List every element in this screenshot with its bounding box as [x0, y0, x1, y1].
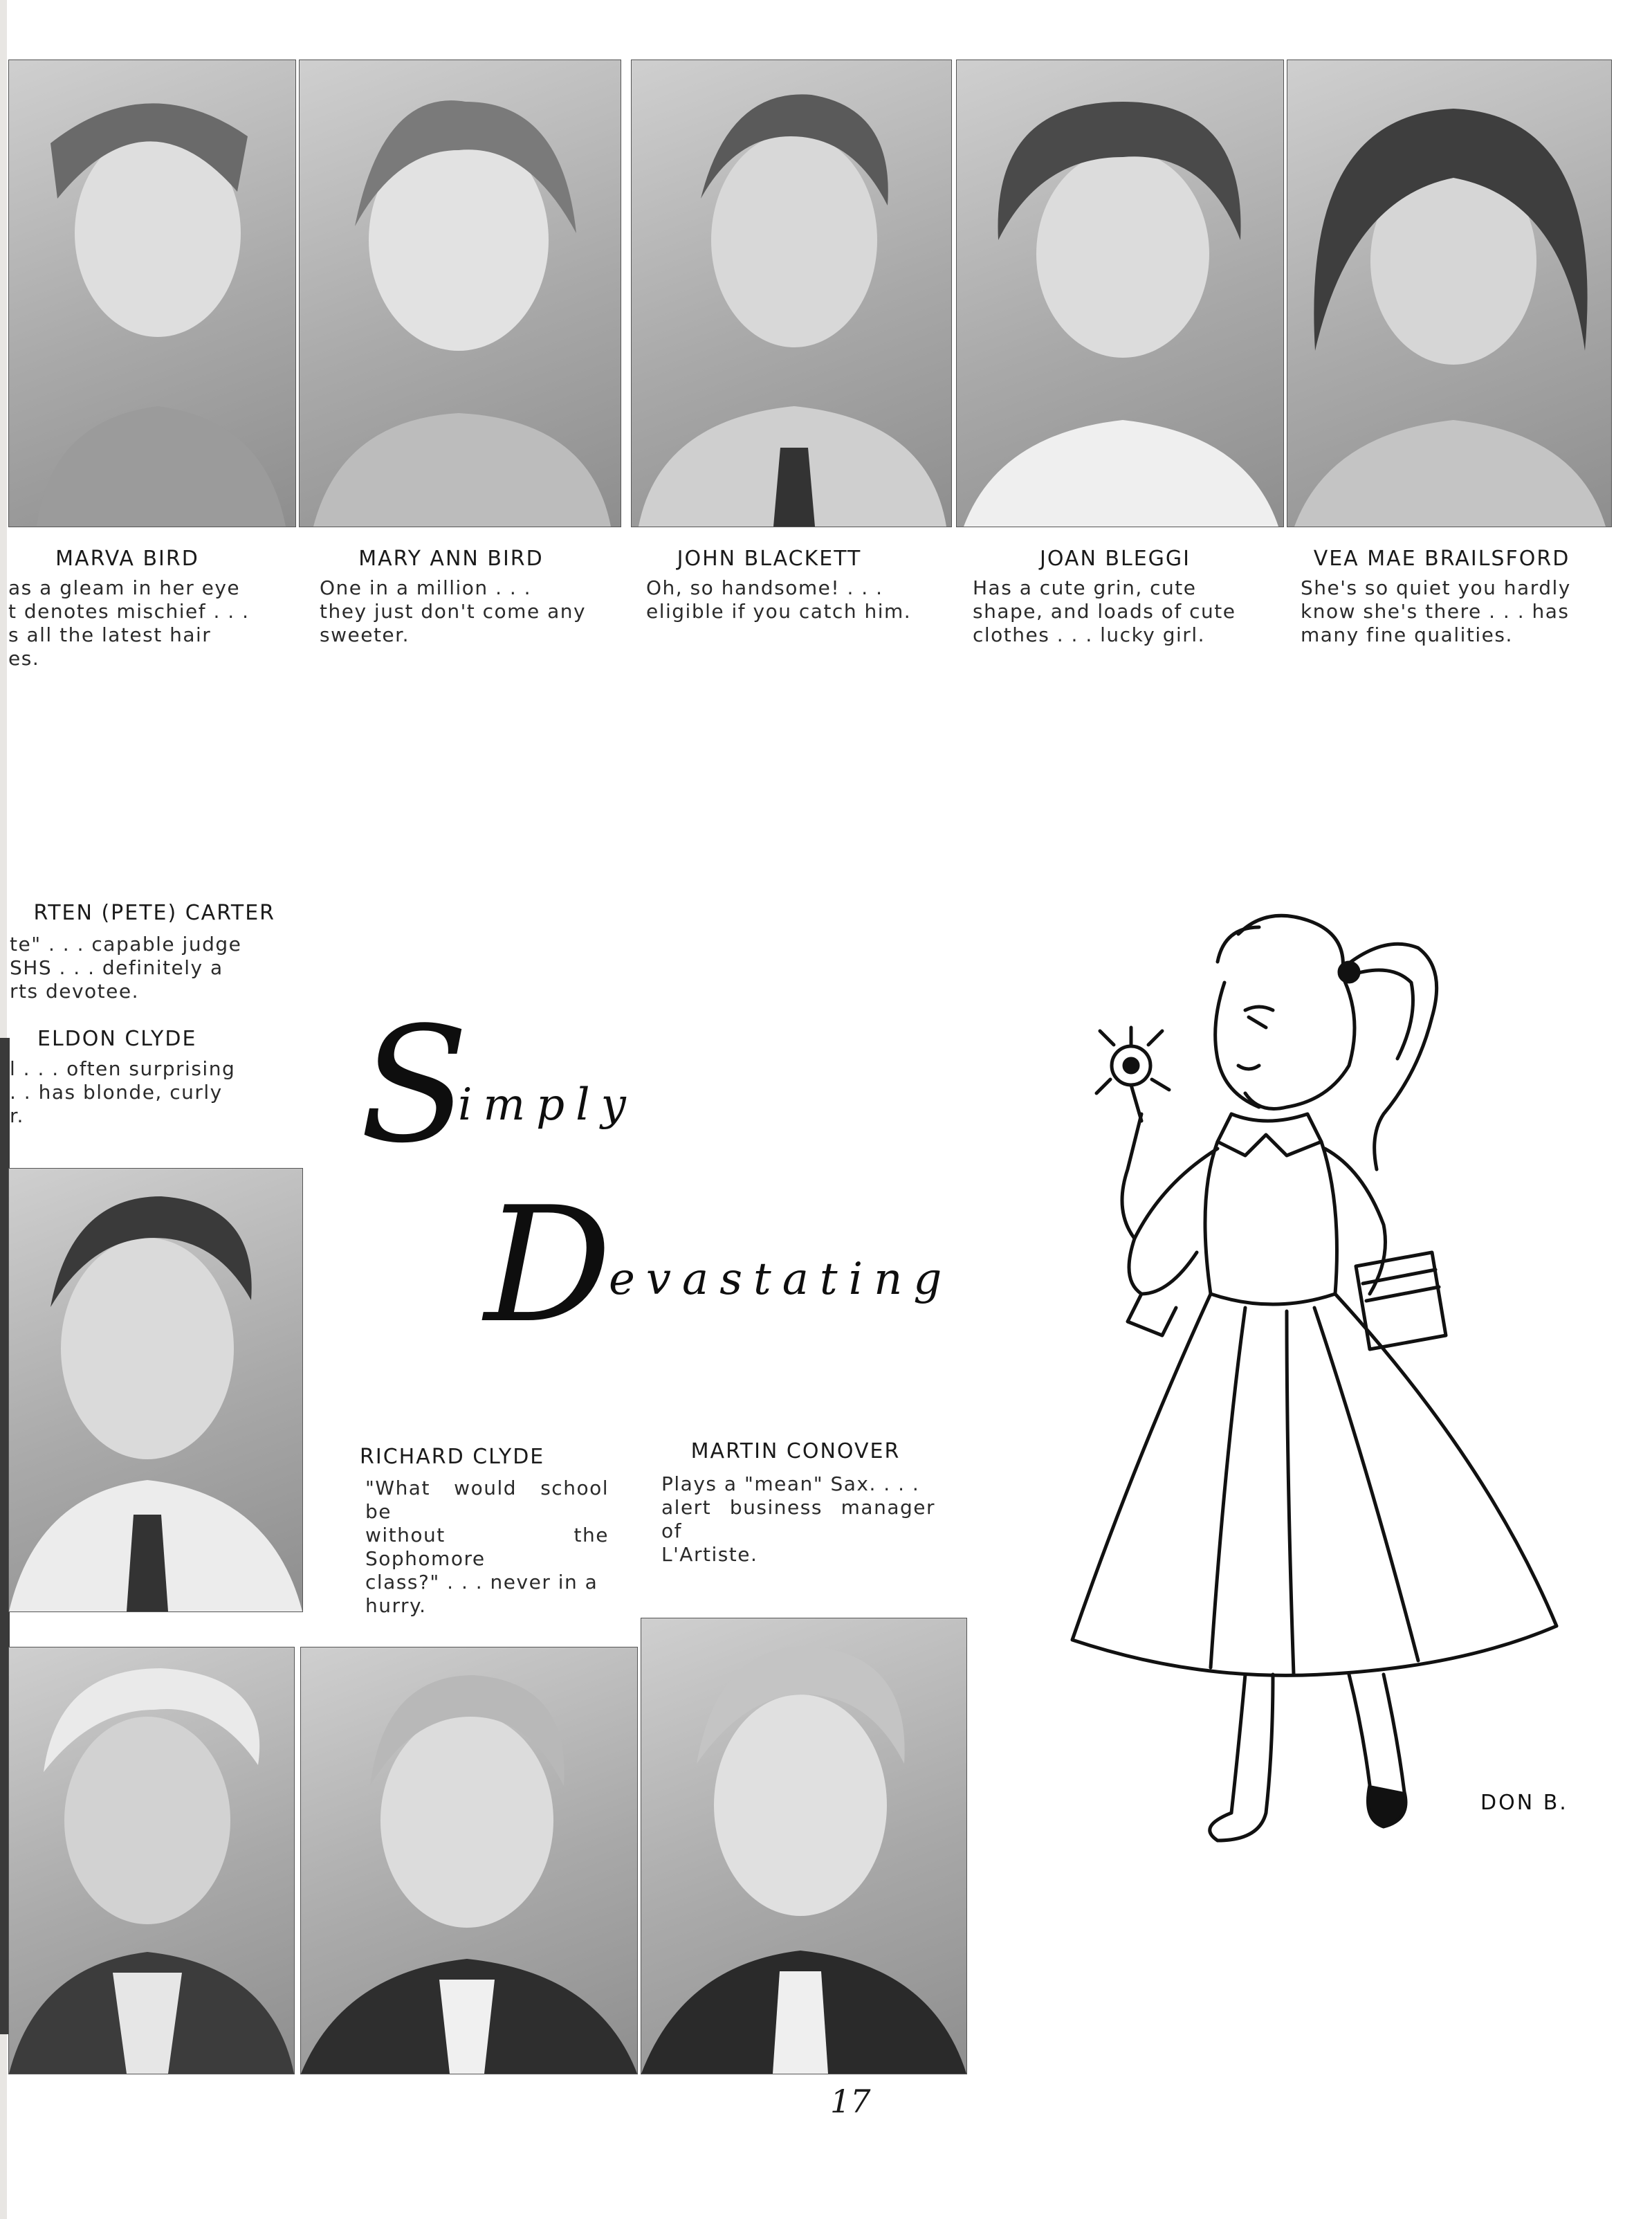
student-name: JOAN BLEGGI	[1039, 547, 1191, 571]
student-name: RICHARD CLYDE	[360, 1445, 545, 1469]
student-caption: Oh, so handsome! . . . eligible if you catch him.	[646, 576, 912, 623]
portrait-mary-ann-bird	[299, 60, 621, 527]
portrait-vea-mae-brailsford	[1287, 60, 1612, 527]
student-name: MARVA BIRD	[55, 547, 199, 571]
student-name: MARY ANN BIRD	[358, 547, 544, 571]
student-name: MARTIN CONOVER	[690, 1439, 901, 1463]
page-number: 17	[830, 2083, 871, 2120]
student-caption: One in a million . . . they just don't come any sweeter.	[320, 576, 587, 646]
student-caption: She's so quiet you hardly know she's there . . . has many fine qualities.	[1301, 576, 1571, 646]
student-name: VEA MAE BRAILSFORD	[1313, 547, 1570, 571]
title-word: imply	[458, 1079, 637, 1131]
title-initial: D	[484, 1174, 612, 1358]
portrait-bottom-left	[8, 1647, 295, 2074]
title-word: evastating	[609, 1254, 953, 1305]
artist-signature: DON B.	[1480, 1791, 1568, 1815]
title-initial: S	[360, 994, 469, 1178]
student-caption: Has a cute grin, cute shape, and loads of cute clothes . . . lucky girl.	[973, 576, 1236, 646]
student-name: ELDON CLYDE	[37, 1027, 197, 1051]
portrait-richard-clyde	[300, 1647, 638, 2074]
student-name: JOHN BLACKETT	[677, 547, 862, 571]
student-caption: Plays a "mean" Sax. . . . alert business manager of L'Artiste.	[661, 1472, 935, 1566]
student-caption: l . . . often surprising . . has blonde, curly r.	[10, 1057, 236, 1127]
portrait-marva-bird	[8, 60, 296, 527]
portrait-john-blackett	[631, 60, 952, 527]
portrait-martin-conover	[641, 1618, 967, 2074]
student-name: RTEN (PETE) CARTER	[33, 901, 275, 925]
student-caption: te" . . . capable judge SHS . . . definitely a rts devotee.	[10, 933, 242, 1003]
portrait-joan-bleggi	[956, 60, 1284, 527]
girl-with-flower-illustration	[1058, 906, 1591, 1903]
student-caption: "What would school be without the Sophomore class?" . . . never in a hurry.	[365, 1477, 609, 1617]
portrait-eldon-clyde	[8, 1168, 303, 1612]
student-caption: as a gleam in her eye t denotes mischief . . . s all the latest hair es.	[8, 576, 250, 670]
